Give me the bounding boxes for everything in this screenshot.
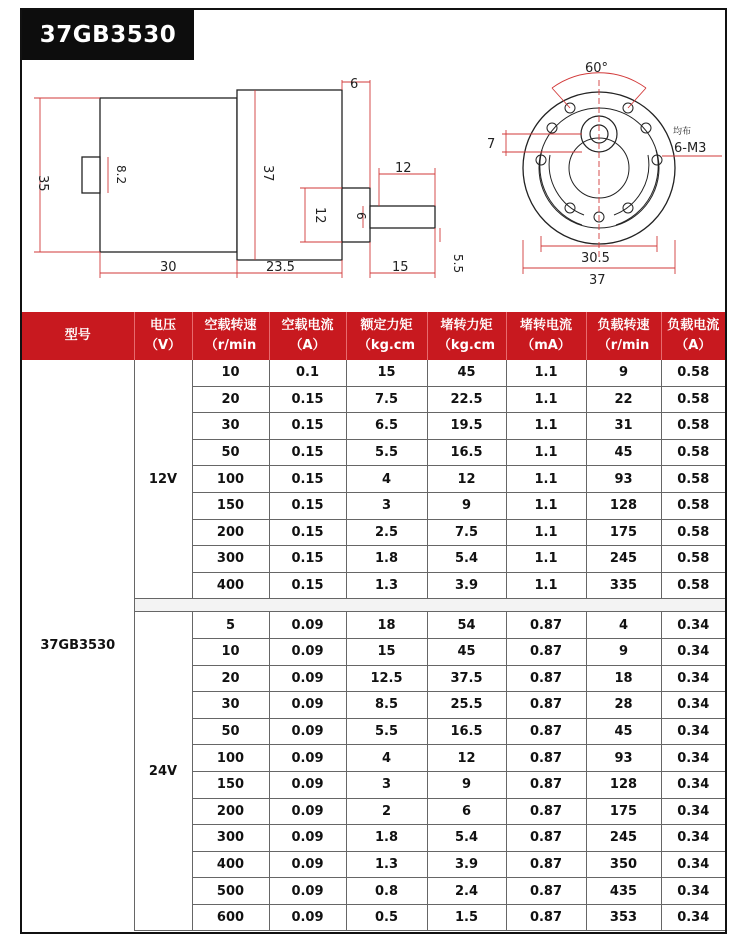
table-cell: 2.5 (346, 519, 427, 546)
table-cell: 0.34 (661, 771, 725, 798)
table-cell: 1.1 (506, 492, 586, 519)
table-cell: 0.87 (506, 825, 586, 852)
table-cell: 0.87 (506, 745, 586, 772)
table-cell: 300 (192, 825, 269, 852)
table-cell: 0.8 (346, 878, 427, 905)
table-cell: 31 (586, 413, 661, 440)
table-cell: 128 (586, 771, 661, 798)
column-header-label: 堵转电流 (519, 318, 572, 333)
dim-37-side: 37 (260, 165, 275, 182)
table-cell: 45 (427, 638, 506, 665)
column-header-label: 额定力矩 (360, 318, 413, 333)
table-cell: 0.34 (661, 878, 725, 905)
table-cell: 0.87 (506, 904, 586, 931)
table-cell: 9 (586, 360, 661, 386)
column-header-unit: （kg.cm (357, 338, 416, 353)
table-cell: 0.34 (661, 904, 725, 931)
table-cell: 0.34 (661, 638, 725, 665)
table-cell: 175 (586, 519, 661, 546)
table-cell: 12 (427, 745, 506, 772)
table-cell: 0.34 (661, 798, 725, 825)
dim-30: 30 (160, 260, 177, 275)
table-cell: 0.34 (661, 851, 725, 878)
table-cell: 2.4 (427, 878, 506, 905)
column-header-unit: （A） (289, 338, 326, 353)
column-header-unit: （kg.cm (437, 338, 496, 353)
table-cell: 0.87 (506, 878, 586, 905)
dim-5-5: 5.5 (451, 254, 465, 274)
column-header-unit: （mA） (521, 338, 571, 353)
table-cell: 0.15 (269, 439, 346, 466)
model-cell: 37GB3530 (22, 360, 134, 931)
spec-sheet (20, 8, 727, 934)
table-cell: 0.15 (269, 386, 346, 413)
column-header (346, 312, 427, 360)
table-cell: 0.09 (269, 904, 346, 931)
table-cell: 93 (586, 745, 661, 772)
page-title: 37GB3530 (22, 10, 194, 60)
table-cell: 54 (427, 612, 506, 639)
table-cell: 3 (346, 771, 427, 798)
table-cell: 0.87 (506, 638, 586, 665)
table-cell: 10 (192, 360, 269, 386)
table-cell: 0.15 (269, 546, 346, 573)
column-header-label: 电压 (149, 318, 176, 333)
table-cell: 50 (192, 718, 269, 745)
table-cell: 0.15 (269, 572, 346, 599)
table-cell: 12 (427, 466, 506, 493)
table-cell: 10 (192, 638, 269, 665)
dim-7: 7 (487, 137, 496, 152)
table-cell: 19.5 (427, 413, 506, 440)
table-cell: 22.5 (427, 386, 506, 413)
voltage-cell: 24V (134, 612, 192, 931)
dim-15: 15 (392, 260, 409, 275)
table-cell: 0.87 (506, 718, 586, 745)
column-header-label: 型号 (64, 328, 91, 343)
table-cell: 0.09 (269, 665, 346, 692)
table-cell: 0.15 (269, 519, 346, 546)
table-cell: 350 (586, 851, 661, 878)
dim-8-2: 8.2 (114, 165, 128, 185)
dim-35: 35 (35, 175, 50, 192)
table-cell: 0.09 (269, 771, 346, 798)
table-cell: 1.1 (506, 466, 586, 493)
column-header-label: 堵转力矩 (440, 318, 493, 333)
table-cell: 9 (586, 638, 661, 665)
column-header-unit: （r/min (597, 338, 650, 353)
table-cell: 0.34 (661, 692, 725, 719)
table-cell: 100 (192, 745, 269, 772)
spec-table (22, 312, 725, 931)
table-cell: 0.15 (269, 492, 346, 519)
table-cell: 4 (586, 612, 661, 639)
table-cell: 7.5 (346, 386, 427, 413)
table-cell: 0.09 (269, 612, 346, 639)
dim-6-shaft: 6 (354, 212, 368, 220)
dim-12-shaft: 12 (395, 161, 412, 176)
separator-cell (134, 599, 725, 612)
table-cell: 0.09 (269, 638, 346, 665)
table-cell: 1.1 (506, 439, 586, 466)
table-cell: 0.15 (269, 413, 346, 440)
table-cell: 3.9 (427, 572, 506, 599)
column-header (269, 312, 346, 360)
table-cell: 45 (427, 360, 506, 386)
table-cell: 0.87 (506, 798, 586, 825)
table-cell: 0.15 (269, 466, 346, 493)
table-cell: 0.58 (661, 546, 725, 573)
table-cell: 500 (192, 878, 269, 905)
table-cell: 16.5 (427, 718, 506, 745)
table-cell: 0.58 (661, 360, 725, 386)
table-cell: 1.1 (506, 386, 586, 413)
table-cell: 150 (192, 771, 269, 798)
table-cell: 5 (192, 612, 269, 639)
table-cell: 18 (586, 665, 661, 692)
table-cell: 6 (427, 798, 506, 825)
table-cell: 245 (586, 546, 661, 573)
table-cell: 400 (192, 851, 269, 878)
table-cell: 0.58 (661, 439, 725, 466)
table-cell: 5.4 (427, 546, 506, 573)
table-header-row (22, 312, 725, 360)
table-cell: 0.34 (661, 665, 725, 692)
table-cell: 335 (586, 572, 661, 599)
table-cell: 7.5 (427, 519, 506, 546)
table-cell: 0.87 (506, 692, 586, 719)
table-cell: 2 (346, 798, 427, 825)
gearbox-front (237, 90, 342, 260)
table-cell: 1.1 (506, 546, 586, 573)
table-cell: 0.09 (269, 851, 346, 878)
column-header-label: 负载转速 (597, 318, 650, 333)
table-cell: 1.1 (506, 360, 586, 386)
table-cell: 5.5 (346, 718, 427, 745)
table-cell: 128 (586, 492, 661, 519)
table-cell: 0.58 (661, 492, 725, 519)
table-cell: 0.09 (269, 825, 346, 852)
table-cell: 200 (192, 798, 269, 825)
table-body (22, 360, 725, 931)
table-cell: 0.09 (269, 798, 346, 825)
table-cell: 0.09 (269, 718, 346, 745)
table-cell: 8.5 (346, 692, 427, 719)
table-cell: 0.58 (661, 466, 725, 493)
front-view (523, 92, 675, 244)
column-header (661, 312, 725, 360)
table-cell: 0.58 (661, 519, 725, 546)
table-cell: 0.34 (661, 745, 725, 772)
table-cell: 4 (346, 466, 427, 493)
table-cell: 0.58 (661, 413, 725, 440)
column-header-unit: （V） (144, 338, 182, 353)
table-cell: 20 (192, 665, 269, 692)
table-cell: 1.1 (506, 519, 586, 546)
dim-23-5: 23.5 (266, 260, 295, 275)
table-cell: 0.09 (269, 692, 346, 719)
column-header-label: 空载电流 (281, 318, 334, 333)
table-cell: 0.87 (506, 771, 586, 798)
table-cell: 0.87 (506, 665, 586, 692)
table-cell: 30 (192, 692, 269, 719)
table-cell: 300 (192, 546, 269, 573)
table-cell: 435 (586, 878, 661, 905)
table-cell: 150 (192, 492, 269, 519)
table-cell: 4 (346, 745, 427, 772)
table-cell: 5.5 (346, 439, 427, 466)
table-cell: 600 (192, 904, 269, 931)
table-cell: 200 (192, 519, 269, 546)
column-header (192, 312, 269, 360)
table-cell: 0.58 (661, 572, 725, 599)
table-cell: 100 (192, 466, 269, 493)
column-header (427, 312, 506, 360)
table-cell: 37.5 (427, 665, 506, 692)
column-header-label: 空载转速 (204, 318, 257, 333)
table-cell: 0.34 (661, 825, 725, 852)
table-cell: 18 (346, 612, 427, 639)
dim-37-front: 37 (589, 273, 606, 288)
table-cell: 5.4 (427, 825, 506, 852)
table-cell: 30 (192, 413, 269, 440)
table-cell: 9 (427, 492, 506, 519)
dim-30-5: 30.5 (581, 251, 610, 266)
dim-6-m3: 6-M3 (674, 141, 707, 156)
table-cell: 50 (192, 439, 269, 466)
table-cell: 1.3 (346, 572, 427, 599)
table-cell: 0.1 (269, 360, 346, 386)
table-cell: 20 (192, 386, 269, 413)
table-cell: 1.1 (506, 572, 586, 599)
table-cell: 0.09 (269, 745, 346, 772)
table-cell: 25.5 (427, 692, 506, 719)
table-cell: 245 (586, 825, 661, 852)
column-header (586, 312, 661, 360)
table-cell: 15 (346, 638, 427, 665)
table-row (22, 360, 725, 386)
table-cell: 93 (586, 466, 661, 493)
table-cell: 15 (346, 360, 427, 386)
table-cell: 12.5 (346, 665, 427, 692)
note-evenly-spaced: 均布 (673, 127, 692, 137)
table-cell: 1.1 (506, 413, 586, 440)
table-cell: 45 (586, 718, 661, 745)
column-header (134, 312, 192, 360)
column-header-unit: （r/min (204, 338, 257, 353)
dim-60-deg: 60° (585, 61, 609, 76)
rear-boss (82, 157, 100, 193)
table-cell: 0.34 (661, 718, 725, 745)
table-cell: 0.58 (661, 386, 725, 413)
table-cell: 3.9 (427, 851, 506, 878)
table-cell: 45 (586, 439, 661, 466)
table-cell: 400 (192, 572, 269, 599)
table-cell: 9 (427, 771, 506, 798)
table-cell: 28 (586, 692, 661, 719)
column-header-label: 负载电流 (667, 318, 720, 333)
table-cell: 0.34 (661, 612, 725, 639)
voltage-cell: 12V (134, 360, 192, 599)
table-cell: 0.5 (346, 904, 427, 931)
table-cell: 1.5 (427, 904, 506, 931)
table-cell: 0.09 (269, 878, 346, 905)
table-cell: 22 (586, 386, 661, 413)
table-cell: 16.5 (427, 439, 506, 466)
table-cell: 0.87 (506, 612, 586, 639)
column-header (506, 312, 586, 360)
output-shaft (370, 206, 435, 228)
table-cell: 1.3 (346, 851, 427, 878)
table-cell: 1.8 (346, 546, 427, 573)
table-cell: 1.8 (346, 825, 427, 852)
table-cell: 6.5 (346, 413, 427, 440)
column-header (22, 312, 134, 360)
dim-6-top: 6 (350, 77, 359, 92)
dim-12-collar: 12 (312, 207, 327, 224)
table-cell: 3 (346, 492, 427, 519)
column-header-unit: （A） (675, 338, 712, 353)
table-cell: 175 (586, 798, 661, 825)
table-cell: 0.87 (506, 851, 586, 878)
table-cell: 353 (586, 904, 661, 931)
